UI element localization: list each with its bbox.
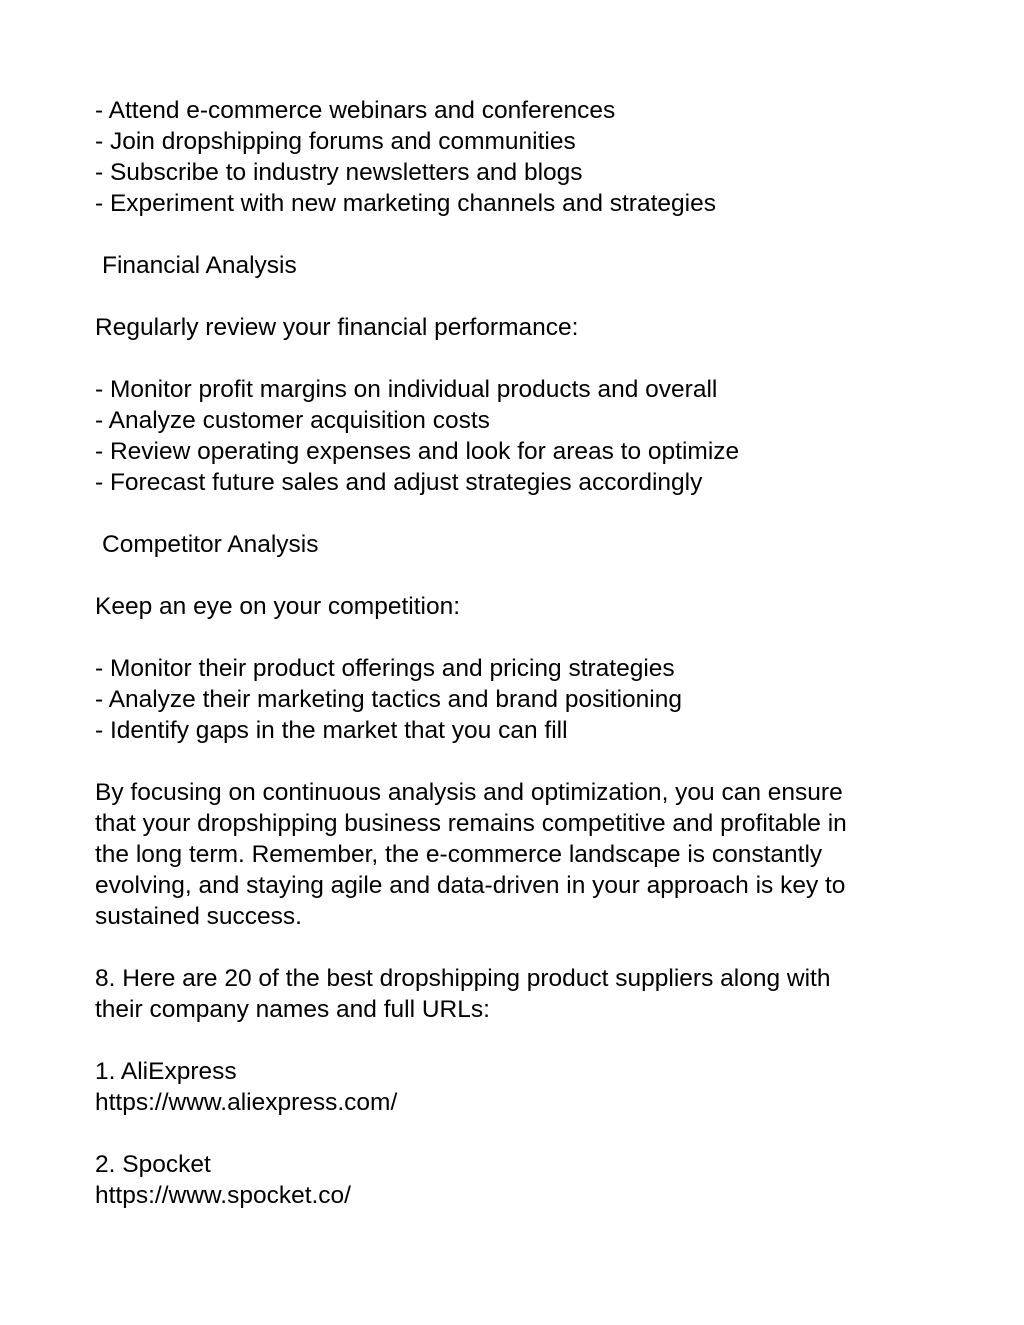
- conclusion-paragraph: [95, 777, 955, 932]
- list-item: - Experiment with new marketing channels and strategies: [95, 190, 716, 217]
- competitor-analysis-heading: Competitor Analysis: [102, 531, 319, 558]
- blank-line: [95, 343, 955, 374]
- financial-analysis-heading: Financial Analysis: [102, 252, 297, 279]
- paragraph-line: the long term. Remember, the e-commerce landscape is constantly: [95, 841, 823, 868]
- blank-line: [95, 932, 955, 963]
- list-item: - Attend e-commerce webinars and conferences: [95, 97, 616, 124]
- competitor-bullet-list: [95, 653, 955, 746]
- supplier-entry: [95, 1149, 955, 1211]
- financial-bullet-list: [95, 374, 955, 498]
- paragraph-line: sustained success.: [95, 903, 302, 930]
- supplier-name: 2. Spocket: [95, 1151, 211, 1178]
- suppliers-intro-paragraph: [95, 963, 955, 1025]
- paragraph-line: evolving, and staying agile and data-driven in your approach is key to: [95, 872, 846, 899]
- blank-line: [95, 746, 955, 777]
- blank-line: [95, 281, 955, 312]
- list-item: - Forecast future sales and adjust strategies accordingly: [95, 469, 703, 496]
- list-item: - Monitor profit margins on individual products and overall: [95, 376, 718, 403]
- paragraph-line: that your dropshipping business remains competitive and profitable in: [95, 810, 847, 837]
- blank-line: [95, 498, 955, 529]
- supplier-entry: [95, 1056, 955, 1118]
- blank-line: [95, 560, 955, 591]
- competitor-lead: Keep an eye on your competition:: [95, 593, 461, 620]
- blank-line: [95, 1025, 955, 1056]
- document-page: [95, 95, 955, 1211]
- list-item: - Monitor their product offerings and pricing strategies: [95, 655, 675, 682]
- list-item: - Review operating expenses and look for areas to optimize: [95, 438, 740, 465]
- supplier-url: https://www.aliexpress.com/: [95, 1089, 398, 1116]
- blank-line: [95, 1118, 955, 1149]
- blank-line: [95, 622, 955, 653]
- list-item: - Identify gaps in the market that you can fill: [95, 717, 568, 744]
- paragraph-line: By focusing on continuous analysis and optimization, you can ensure: [95, 779, 843, 806]
- list-item: - Analyze their marketing tactics and brand positioning: [95, 686, 682, 713]
- list-item: - Analyze customer acquisition costs: [95, 407, 490, 434]
- supplier-url: https://www.spocket.co/: [95, 1182, 351, 1209]
- intro-bullet-list: [95, 95, 955, 219]
- financial-lead: Regularly review your financial performance:: [95, 314, 579, 341]
- list-item: - Join dropshipping forums and communities: [95, 128, 576, 155]
- paragraph-line: their company names and full URLs:: [95, 996, 490, 1023]
- list-item: - Subscribe to industry newsletters and blogs: [95, 159, 583, 186]
- supplier-name: 1. AliExpress: [95, 1058, 237, 1085]
- blank-line: [95, 219, 955, 250]
- paragraph-line: 8. Here are 20 of the best dropshipping product suppliers along with: [95, 965, 831, 992]
